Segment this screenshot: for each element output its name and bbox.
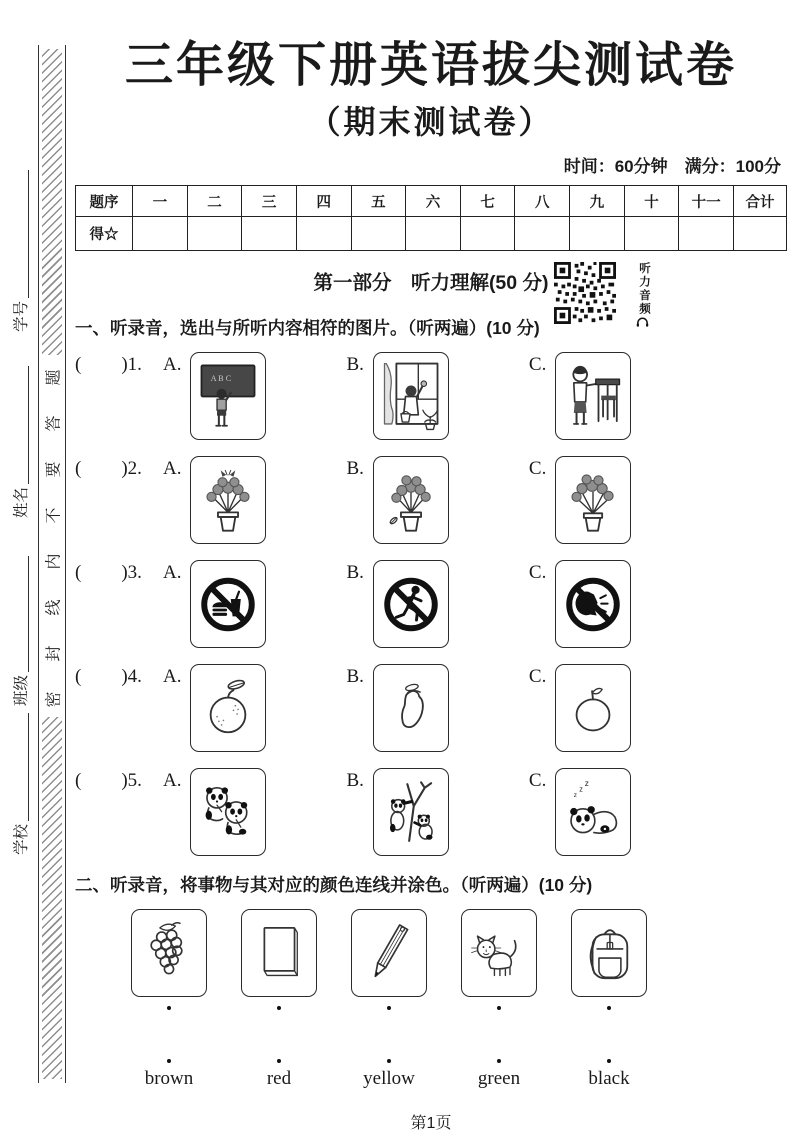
option-image-box <box>190 560 266 648</box>
page-title: 三年级下册英语拔尖测试卷 <box>124 39 737 92</box>
answer-blank-q4: ( )4. <box>75 666 142 688</box>
score-cell <box>734 217 787 251</box>
score-col-header: 合计 <box>734 186 787 217</box>
option-image-box <box>373 456 449 544</box>
option-5a: A. <box>163 768 266 856</box>
score-cell <box>460 217 515 251</box>
two-pandas-eating-bamboo <box>196 775 260 850</box>
match-item-pencil <box>351 909 427 1010</box>
option-image-box <box>373 664 449 752</box>
name-blank-line <box>8 366 29 484</box>
option-1b: B. <box>346 352 448 440</box>
seal-char: 密 <box>45 691 63 708</box>
option-1c: C. <box>529 352 631 440</box>
student-id-blank-line <box>8 170 29 298</box>
option-image-box <box>555 768 631 856</box>
match-item-book <box>241 909 317 1010</box>
color-word: red <box>266 1068 292 1090</box>
qr-code <box>554 262 616 324</box>
score-col-header: 四 <box>296 186 351 217</box>
option-image-box <box>373 560 449 648</box>
name-field <box>9 366 29 518</box>
boy-cleaning-window <box>379 359 443 434</box>
student-id-label: 学号 <box>12 300 30 332</box>
listening-audio-qr-block <box>554 262 669 328</box>
seal-hatch-bottom <box>42 717 62 1079</box>
option-image-box <box>190 664 266 752</box>
option-image-box <box>190 352 266 440</box>
seal-char: 线 <box>45 599 63 616</box>
connect-dot-color <box>497 1059 501 1063</box>
grapes <box>137 916 201 991</box>
question-row-3 <box>75 560 787 648</box>
svg-text:z: z <box>579 784 584 794</box>
apple <box>561 671 625 746</box>
time-and-score-info: 时间：60分钟 满分：100分 <box>563 157 781 177</box>
option-1a: A. A B C <box>163 352 266 440</box>
boy-cleaning-desk <box>561 359 625 434</box>
qr-caption: 听力音频 <box>638 262 651 317</box>
score-cell <box>679 217 734 251</box>
connect-dot-item <box>607 1006 611 1010</box>
color-word: brown <box>144 1068 194 1090</box>
color-option <box>351 1050 427 1090</box>
part1-heading: 第一部分 听力理解(50 分) <box>313 272 549 295</box>
score-cell <box>242 217 297 251</box>
cat <box>467 916 531 991</box>
score-col-header: 五 <box>351 186 406 217</box>
no-eating-drinking-sign <box>196 567 260 642</box>
svg-text:A B C: A B C <box>211 373 232 383</box>
mango <box>379 671 443 746</box>
color-option <box>571 1050 647 1090</box>
option-image-box <box>190 456 266 544</box>
name-label: 姓名 <box>12 486 30 518</box>
item-image-box <box>241 909 317 997</box>
connect-dot-item <box>167 1006 171 1010</box>
score-cell <box>133 217 188 251</box>
svg-text:z: z <box>574 791 578 799</box>
pencil <box>357 916 421 991</box>
school-field <box>9 713 29 855</box>
option-image-box <box>373 352 449 440</box>
test-paper <box>75 28 787 1133</box>
score-row-label: 得☆ <box>76 217 133 251</box>
option-3a: A. <box>163 560 266 648</box>
match-item-cat <box>461 909 537 1010</box>
answer-blank-q3: ( )3. <box>75 562 142 584</box>
svg-text:z: z <box>585 778 590 788</box>
color-option <box>131 1050 207 1090</box>
page-number: 第1页 <box>410 1115 452 1133</box>
score-col-header: 二 <box>187 186 242 217</box>
option-image-box <box>373 768 449 856</box>
match-items-row <box>131 909 787 1010</box>
color-word: green <box>477 1068 521 1090</box>
boy-writing-abc-on-blackboard <box>196 359 260 434</box>
pandas-climbing-tree <box>379 775 443 850</box>
connect-dot-color <box>387 1059 391 1063</box>
score-cell <box>624 217 679 251</box>
color-word: yellow <box>363 1068 415 1090</box>
option-3c: C. <box>529 560 631 648</box>
match-item-grapes <box>131 909 207 1010</box>
class-blank-line <box>8 556 29 672</box>
option-2c: C. <box>529 456 631 544</box>
option-5c: C. z z z <box>529 768 631 856</box>
item-image-box <box>461 909 537 997</box>
color-option <box>241 1050 317 1090</box>
class-field <box>9 556 29 706</box>
score-col-header: 九 <box>570 186 625 217</box>
score-table <box>75 185 787 251</box>
backpack <box>577 916 641 991</box>
score-table-score-row <box>76 217 787 251</box>
seal-line-band <box>38 45 66 1083</box>
answer-blank-q1: ( )1. <box>75 354 142 376</box>
score-cell <box>515 217 570 251</box>
item-image-box <box>571 909 647 997</box>
score-cell <box>570 217 625 251</box>
seal-char: 要 <box>45 461 63 478</box>
panda-sleeping <box>561 775 625 850</box>
section2-heading: 二、听录音，将事物与其对应的颜色连线并涂色。（听两遍）(10 分) <box>75 875 593 896</box>
score-col-header: 十 <box>624 186 679 217</box>
connect-dot-item <box>497 1006 501 1010</box>
seal-char: 封 <box>45 645 63 662</box>
no-running-sign <box>379 567 443 642</box>
connect-dot-color <box>277 1059 281 1063</box>
school-label: 学校 <box>12 823 30 855</box>
student-id-field <box>9 170 29 332</box>
connect-dot-item <box>387 1006 391 1010</box>
page-subtitle: （期末测试卷） <box>308 104 554 141</box>
school-blank-line <box>8 713 29 821</box>
color-word: black <box>588 1068 630 1090</box>
answer-blank-q5: ( )5. <box>75 770 142 792</box>
no-talking-sign <box>561 567 625 642</box>
score-col-header: 十一 <box>679 186 734 217</box>
option-image-box <box>555 352 631 440</box>
color-option <box>461 1050 537 1090</box>
item-image-box <box>131 909 207 997</box>
question-row-1 <box>75 352 787 440</box>
option-image-box <box>190 768 266 856</box>
match-item-backpack <box>571 909 647 1010</box>
score-col-header: 一 <box>133 186 188 217</box>
score-col-header: 三 <box>242 186 297 217</box>
color-words-row <box>131 1050 787 1090</box>
option-image-box <box>555 456 631 544</box>
option-image-box <box>555 664 631 752</box>
question-row-4 <box>75 664 787 752</box>
question-row-5 <box>75 768 787 856</box>
seal-char: 题 <box>45 369 63 386</box>
option-3b: B. <box>346 560 448 648</box>
option-2b: B. <box>346 456 448 544</box>
class-label: 班级 <box>12 674 30 706</box>
question-row-2 <box>75 456 787 544</box>
seal-hatch-top <box>42 49 62 355</box>
score-col-header: 题序 <box>76 186 133 217</box>
score-table-header-row <box>76 186 787 217</box>
seal-char: 不 <box>45 507 63 524</box>
orange-fruit <box>196 671 260 746</box>
answer-blank-q2: ( )2. <box>75 458 142 480</box>
score-col-header: 六 <box>406 186 461 217</box>
score-col-header: 七 <box>460 186 515 217</box>
flower-pot-with-falling-leaf <box>379 463 443 538</box>
flower-pot <box>561 463 625 538</box>
item-image-box <box>351 909 427 997</box>
score-cell <box>296 217 351 251</box>
connect-dot-item <box>277 1006 281 1010</box>
flower-pot-with-butterfly <box>196 463 260 538</box>
option-image-box <box>555 560 631 648</box>
seal-char: 答 <box>45 415 63 432</box>
book <box>247 916 311 991</box>
section1-heading: 一、听录音，选出与所听内容相符的图片。（听两遍）(10 分) <box>75 318 540 339</box>
option-4c: C. <box>529 664 631 752</box>
headphones-icon <box>636 316 649 328</box>
score-col-header: 八 <box>515 186 570 217</box>
option-4b: B. <box>346 664 448 752</box>
seal-char: 内 <box>45 553 63 570</box>
score-cell <box>351 217 406 251</box>
score-cell <box>406 217 461 251</box>
connect-dot-color <box>167 1059 171 1063</box>
connect-dot-color <box>607 1059 611 1063</box>
option-4a: A. <box>163 664 266 752</box>
option-2a: A. <box>163 456 266 544</box>
score-cell <box>187 217 242 251</box>
option-5b: B. <box>346 768 448 856</box>
